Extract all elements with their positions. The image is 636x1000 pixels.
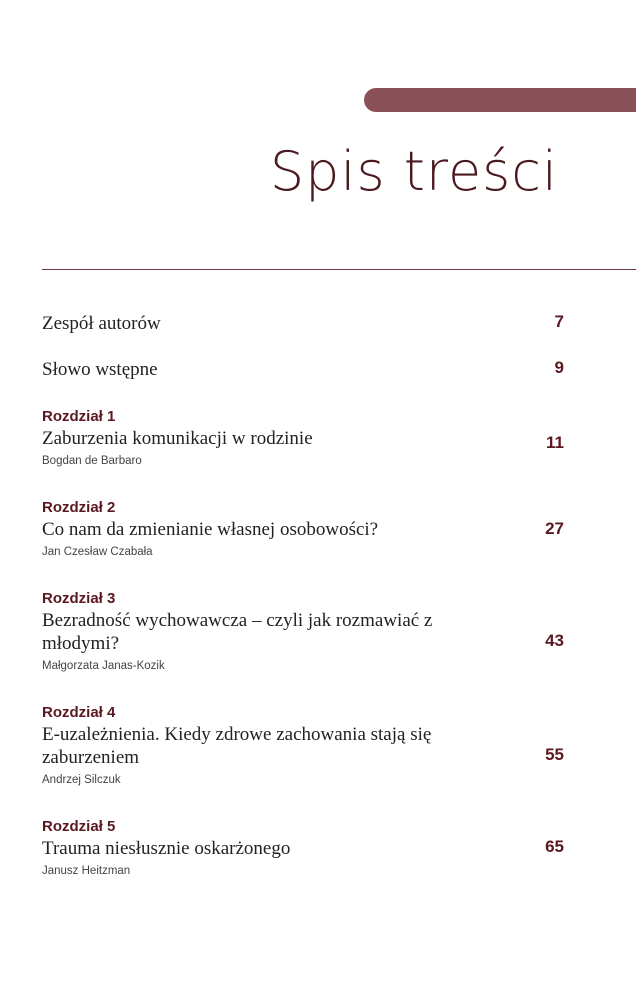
toc-entry-title: Co nam da zmienianie własnej osobowości? — [42, 519, 379, 540]
toc-entry-chapter-1[interactable] — [42, 407, 564, 472]
toc-author: Bogdan de Barbaro — [42, 455, 142, 467]
toc-entry-title: Słowo wstępne — [42, 359, 158, 380]
toc-author: Andrzej Silczuk — [42, 774, 121, 786]
toc-chapter-label: Rozdział 3 — [42, 590, 116, 607]
toc-page-number: 55 — [545, 745, 564, 764]
toc-chapter-label: Rozdział 2 — [42, 499, 116, 516]
toc-page-number: 43 — [545, 631, 564, 650]
toc-entry-title: Trauma niesłusznie oskarżonego — [42, 838, 291, 859]
toc-chapter-label: Rozdział 1 — [42, 408, 116, 425]
toc-chapter-label: Rozdział 4 — [42, 704, 116, 721]
toc-author: Janusz Heitzman — [42, 865, 131, 877]
toc-entry-title: Bezradność wychowawcza – czyli jak rozmawiać z młodymi? — [42, 610, 433, 654]
page-title: Spis treści — [269, 140, 558, 203]
toc-entry-chapter-2[interactable] — [42, 498, 564, 563]
toc-page-number: 7 — [554, 312, 564, 331]
toc-author: Jan Czesław Czabała — [42, 546, 153, 558]
toc-entry-title: E-uzależnienia. Kiedy zdrowe zachowania stają się zaburzeniem — [42, 724, 432, 768]
toc-page-number: 9 — [554, 358, 564, 377]
toc-entry-title: Zaburzenia komunikacji w rodzinie — [42, 428, 313, 449]
toc-author: Małgorzata Janas-Kozik — [42, 660, 165, 672]
toc-page-number: 11 — [546, 433, 564, 452]
toc-entry-foreword[interactable] — [42, 347, 564, 393]
toc-page-number: 27 — [545, 519, 564, 538]
accent-bar — [364, 88, 636, 112]
toc-chapter-label: Rozdział 5 — [42, 818, 116, 835]
table-of-contents — [42, 300, 564, 882]
divider-rule — [42, 269, 636, 270]
toc-entry-authors[interactable] — [42, 301, 564, 347]
toc-page-number: 65 — [545, 837, 564, 856]
toc-entry-chapter-3[interactable] — [42, 589, 564, 677]
toc-entry-chapter-5[interactable] — [42, 817, 564, 882]
toc-entry-chapter-4[interactable] — [42, 703, 564, 791]
toc-entry-title: Zespół autorów — [42, 313, 161, 334]
